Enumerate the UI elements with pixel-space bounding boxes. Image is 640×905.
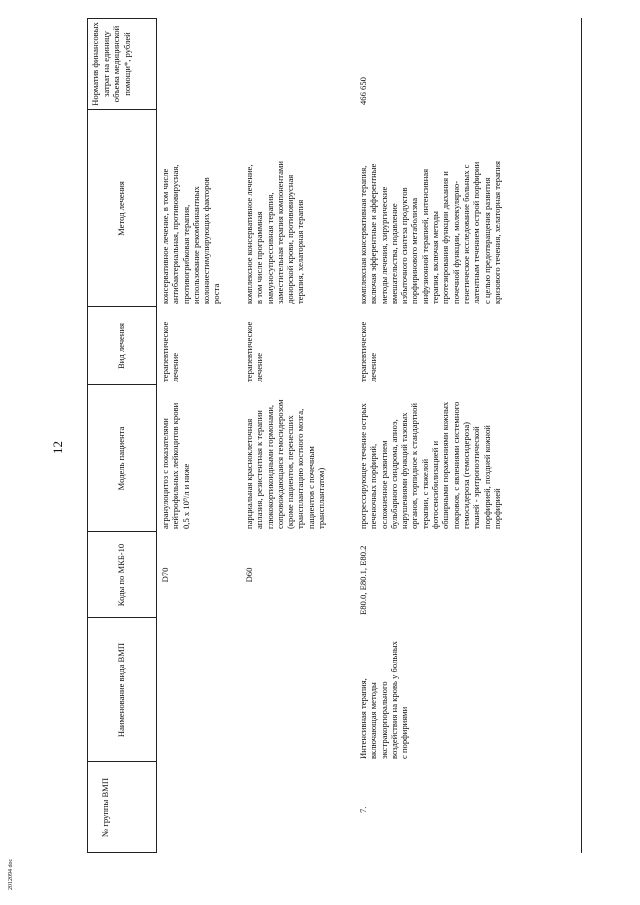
row1-type: терапевтическое лечение (160, 321, 181, 382)
col-divider-4 (87, 384, 157, 385)
row1-model: агранулоцитоз с показателями нейтрофильных лейкоцитов крови 0,5 x 10⁹/л и ниже (160, 402, 191, 529)
header-method: Метод лечения (116, 181, 126, 236)
header-norm: Норматив финансовых затрат на единицу объема медицинской помощи*, рублей (90, 22, 132, 106)
row2-type: терапевтическое лечение (244, 321, 265, 382)
header-type: Вид лечения (116, 322, 126, 370)
row3-model: прогрессирующее течение острых печеночных порфирий, осложненное развитием бульбарного синдрома, апноэ, нарушениями функций тазовых органов, торпидное к стандартной терапии, с тяжелой фотосенсибилизацией и обширными поражениями кожных покровов, с явлениями системного гемосидероза (гемосидероза) тканей - эритропоэтической порфирией, поздней кожной порфирией (358, 401, 502, 529)
row2-method: комплексное консервативное лечение, в том числе программная иммуносупрессивная терапия, заместительная терапия компонентами донорской крови, противовирусная терапия, хелаторная терапия (244, 161, 306, 304)
row2-model: парциальная красноклеточная аплазия, резистентная к терапии глюкокортикоидными гормонами, сопровождающаяся гемосидерозом (кроме пациентов, перенесших трансплантацию костного мозга, пациентов с почечным трансплантатом) (244, 399, 327, 529)
col-divider-2 (87, 617, 157, 618)
table-bottom-border (581, 18, 582, 853)
table-header-bottom-border (156, 18, 157, 853)
row3-norm: 466 650 (358, 77, 368, 105)
col-divider-6 (87, 109, 157, 110)
row3-method: комплексная консервативная терапия, включая эфферентные и афферентные методы лечения, хирургические вмешательства, подавление избыточного синтеза продуктов порфиринового метаболизма инфузионной терапией, интенсивная терапия, включая методы протезирования функции дыхания и почечной функции, молекулярно- генетическое исследование больных с латентным течением острой порфирии с целью предотвращения развития кризового течения, хелаторная терапия (358, 161, 502, 304)
table-right-border (87, 18, 157, 19)
page-number: 12 (50, 441, 65, 455)
table-left-border (87, 852, 157, 853)
row3-codes: E80.0, E80.1, E80.2 (358, 545, 368, 615)
col-divider-5 (87, 306, 157, 307)
header-codes: Коды по МКБ-10 (116, 543, 126, 607)
header-model: Модель пациента (116, 426, 126, 491)
col-divider-3 (87, 531, 157, 532)
table-top-border (87, 18, 88, 853)
col-divider-1 (87, 761, 157, 762)
row1-codes: D70 (160, 567, 170, 583)
row1-method: консервативное лечение, в том числе антибактериальная, противовирусная, противогрибковая терапия, использование рекомбинантных колониестимулирующих факторов роста (160, 164, 222, 304)
header-group: № группы ВМП (100, 777, 110, 838)
row3-type: терапевтическое лечение (358, 321, 379, 382)
row2-codes: D60 (244, 567, 254, 583)
header-name: Наименование вида ВМП (116, 642, 126, 738)
row3-name: Интенсивная терапия, включающая методы экстракорпорального воздействия на кровь у больных с порфириями (358, 641, 410, 759)
row3-group: 7. (358, 806, 368, 813)
document-code: 2012094 doc (8, 858, 14, 890)
